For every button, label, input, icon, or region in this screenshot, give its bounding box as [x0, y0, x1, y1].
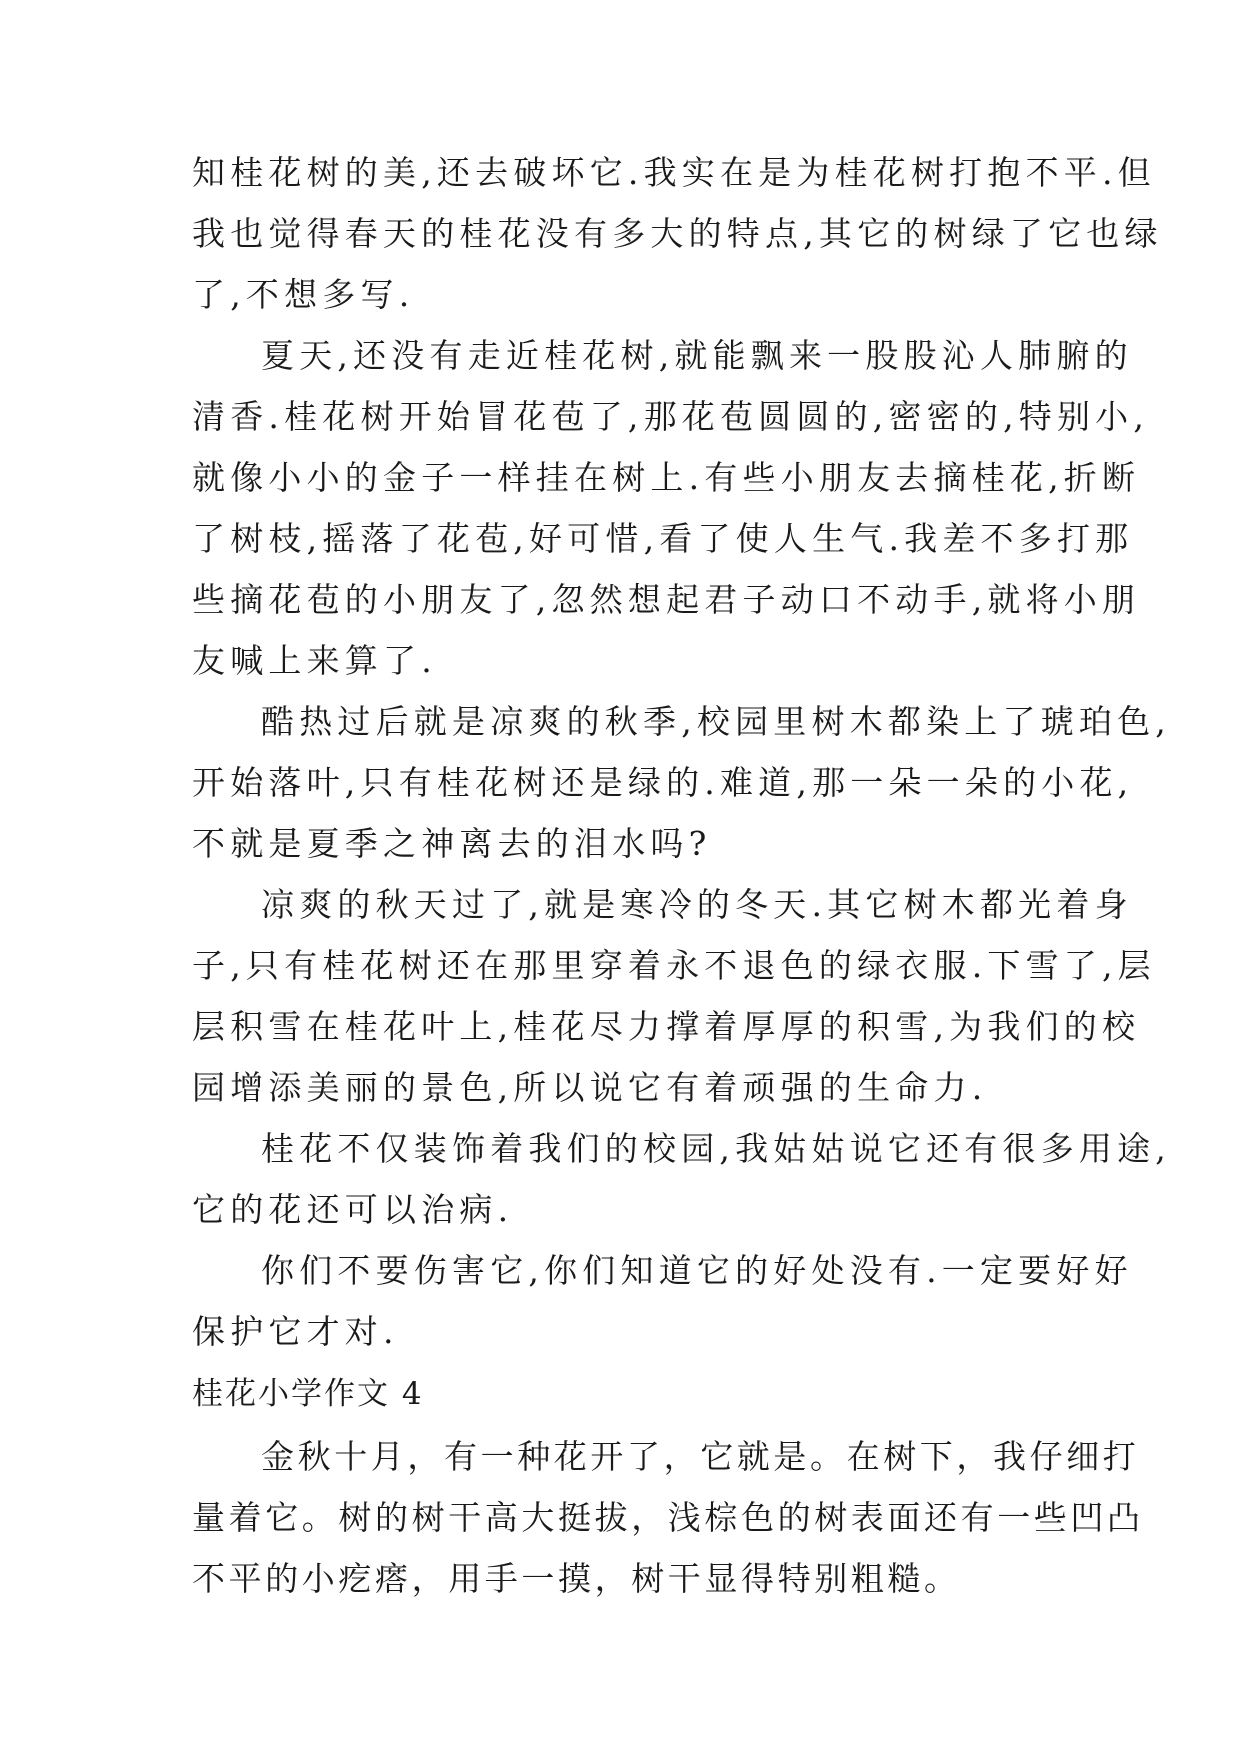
text-line: 友喊上来算了.: [192, 641, 437, 680]
text-line: 不平的小疙瘩，用手一摸，树干显得特别粗糙。: [192, 1559, 961, 1598]
paragraph: [192, 874, 1156, 1118]
text-line: 知桂花树的美,还去破坏它.我实在是为桂花树打抱不平.但: [192, 153, 1156, 192]
text-line: 清香.桂花树开始冒花苞了,那花苞圆圆的,密密的,特别小,: [192, 397, 1150, 436]
text-line: 桂花不仅装饰着我们的校园,我姑姑说它还有很多用途,: [261, 1129, 1171, 1168]
text-line: 就像小小的金子一样挂在树上.有些小朋友去摘桂花,折断: [192, 458, 1141, 497]
text-line: 开始落叶,只有桂花树还是绿的.难道,那一朵一朵的小花,: [192, 763, 1134, 802]
text-line: 量着它。树的树干高大挺拔，浅棕色的树表面还有一些凹凸: [192, 1498, 1144, 1537]
text-line: 金秋十月，有一种花开了，它就是。在树下，我仔细打: [261, 1437, 1140, 1476]
paragraph: [192, 1118, 1171, 1240]
paragraph: [192, 1240, 1133, 1362]
text-line: 我也觉得春天的桂花没有多大的特点,其它的树绿了它也绿: [192, 214, 1163, 253]
text-line: 不就是夏季之神离去的泪水吗?: [192, 824, 712, 863]
paragraph: [192, 142, 1163, 325]
section-heading: 桂花小学作文 4: [192, 1376, 424, 1412]
text-line: 保护它才对.: [192, 1312, 399, 1351]
text-line: 你们不要伤害它,你们知道它的好处没有.一定要好好: [261, 1251, 1133, 1290]
document-page: [192, 142, 1171, 1609]
text-line: 了树枝,摇落了花苞,好可惜,看了使人生气.我差不多打那: [192, 519, 1134, 558]
text-line: 些摘花苞的小朋友了,忽然想起君子动口不动手,就将小朋: [192, 580, 1141, 619]
text-line: 了,不想多写.: [192, 275, 415, 314]
text-line: 层积雪在桂花叶上,桂花尽力撑着厚厚的积雪,为我们的校: [192, 1007, 1141, 1046]
text-line: 凉爽的秋天过了,就是寒冷的冬天.其它树木都光着身: [261, 885, 1133, 924]
text-line: 酷热过后就是凉爽的秋季,校园里树木都染上了琥珀色,: [261, 702, 1171, 741]
text-line: 子,只有桂花树还在那里穿着永不退色的绿衣服.下雪了,层: [192, 946, 1156, 985]
paragraph: [192, 691, 1171, 874]
paragraph: [192, 1426, 1144, 1609]
text-line: 它的花还可以治病.: [192, 1190, 514, 1229]
paragraph: [192, 325, 1150, 691]
text-line: 夏天,还没有走近桂花树,就能飘来一股股沁人肺腑的: [261, 336, 1133, 375]
text-line: 园增添美丽的景色,所以说它有着顽强的生命力.: [192, 1068, 988, 1107]
